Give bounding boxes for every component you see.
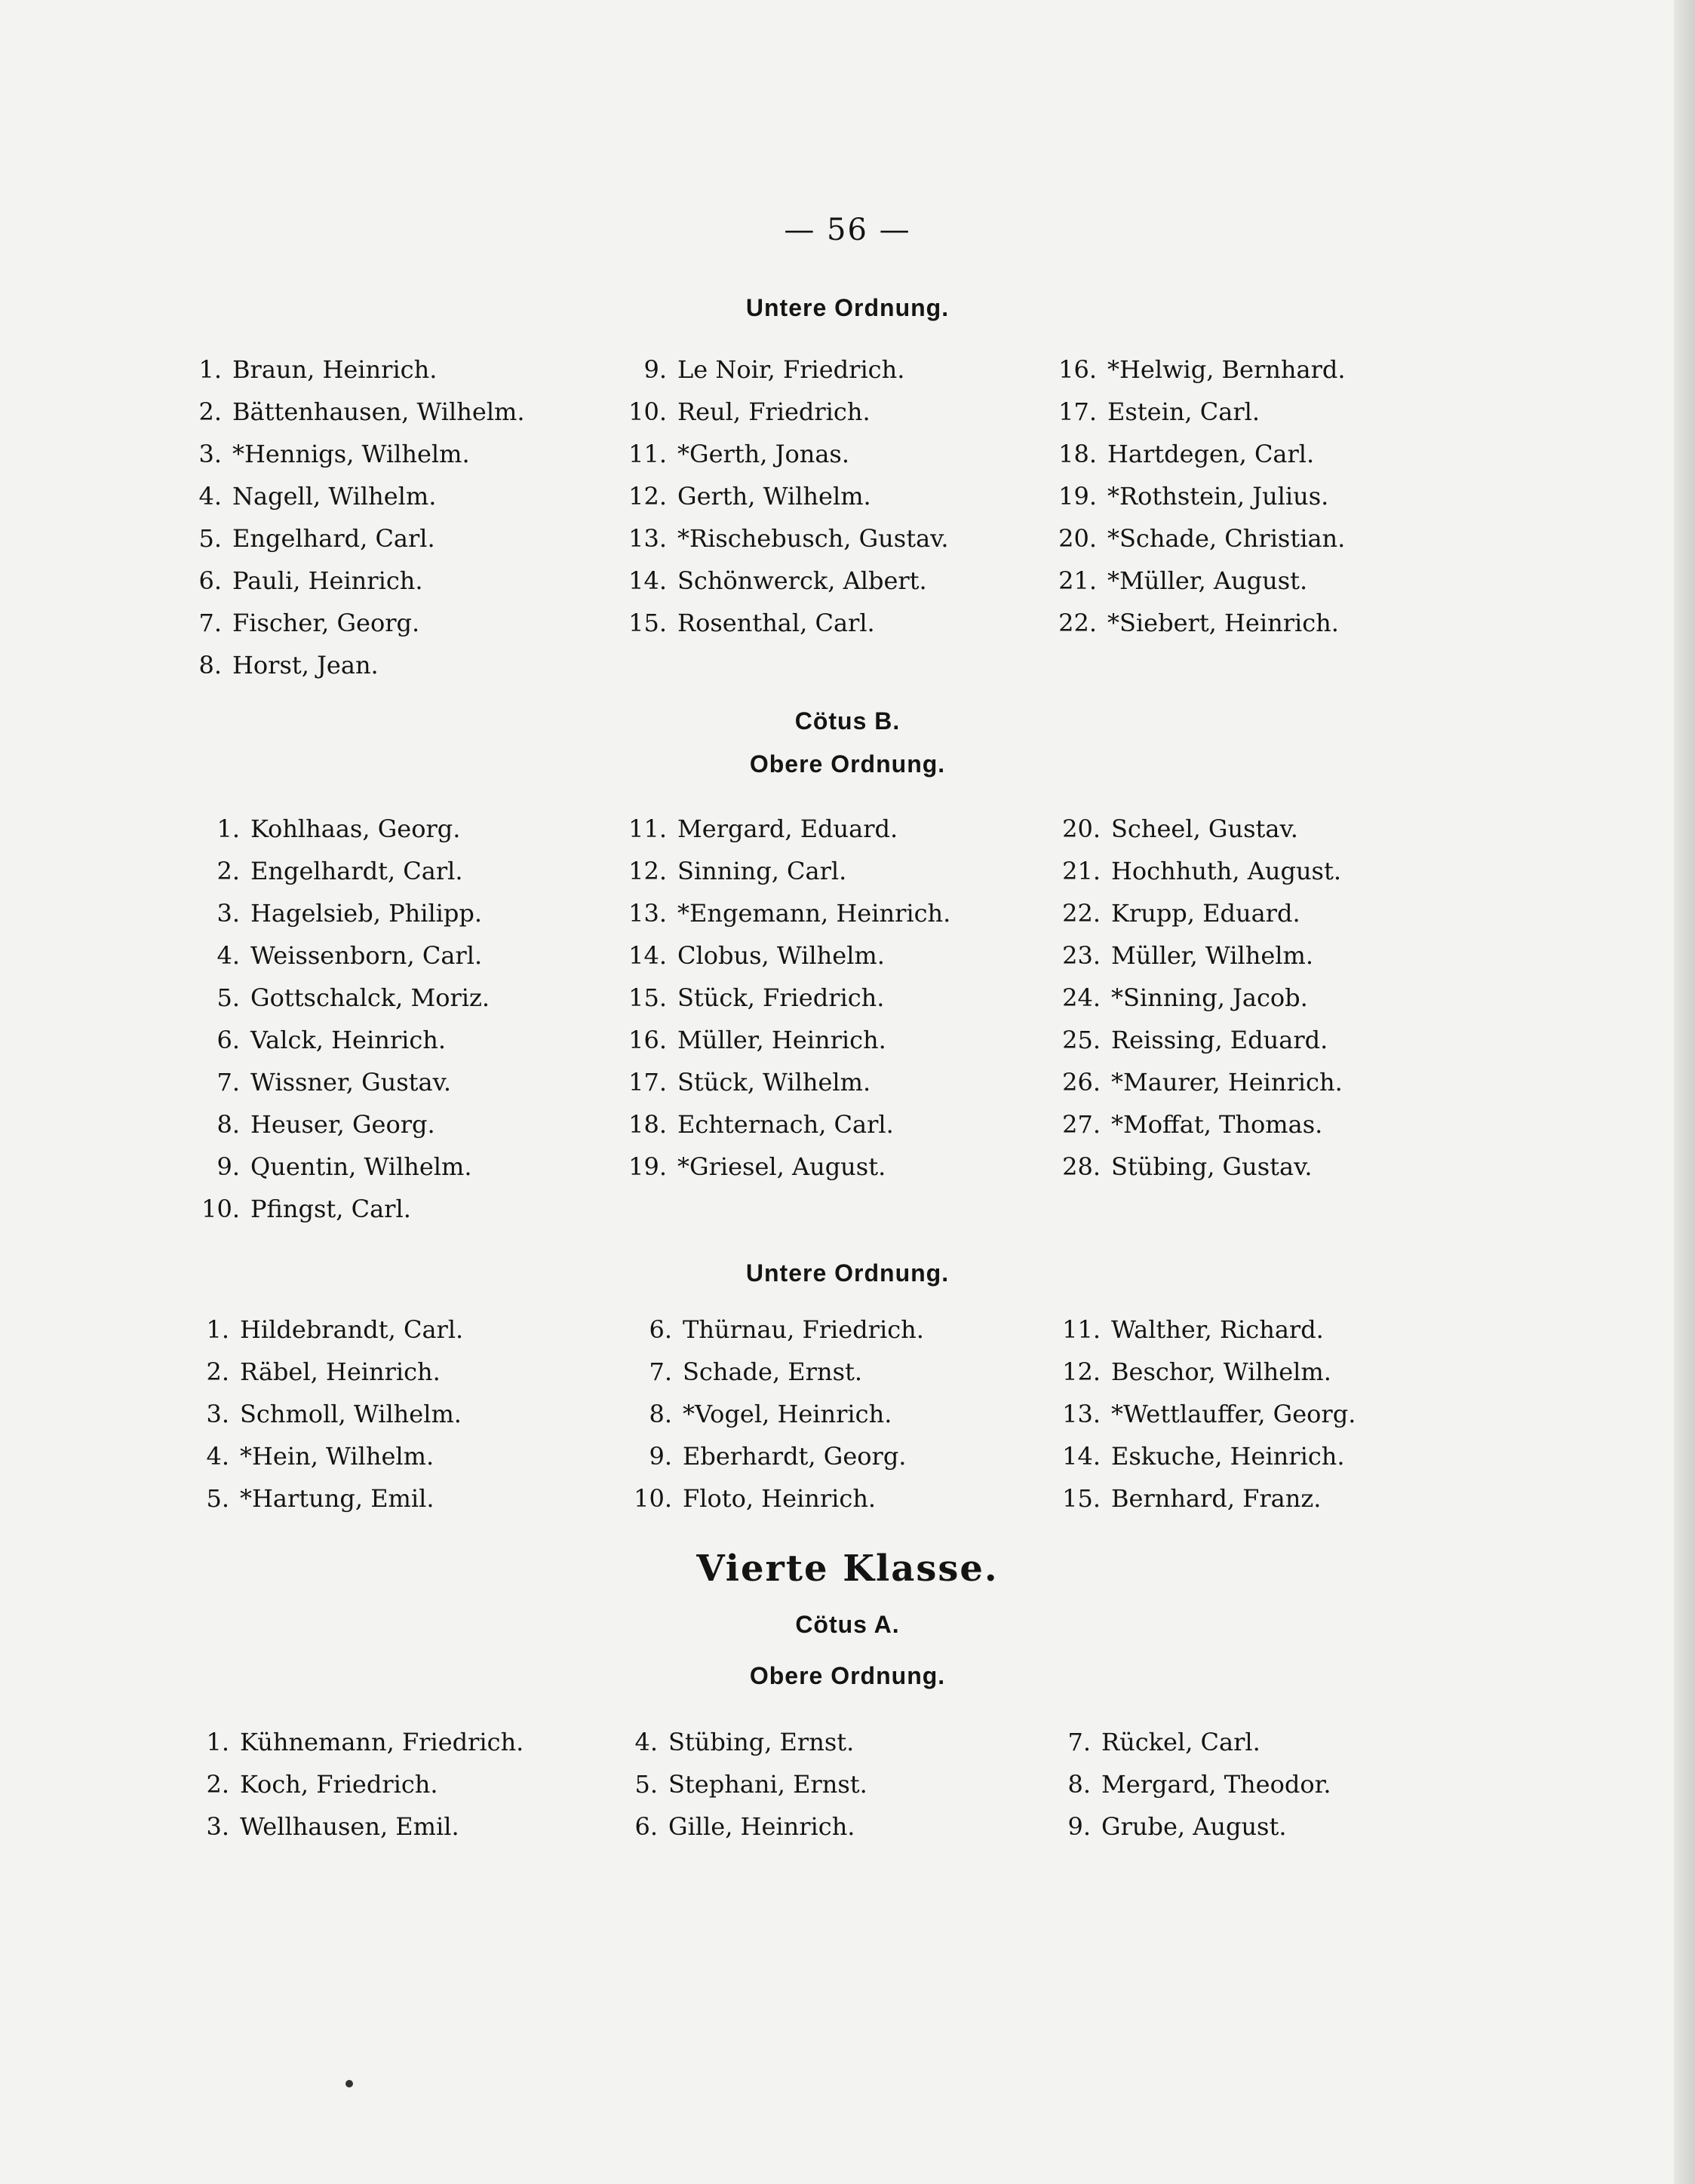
- entry-number: 17.: [1058, 397, 1097, 426]
- list-item: [619, 475, 949, 517]
- entry-name: Räbel, Heinrich.: [240, 1357, 441, 1386]
- entry-name: Gille, Heinrich.: [668, 1812, 855, 1841]
- list-item: [1052, 1061, 1343, 1103]
- entry-number: 5.: [634, 1770, 658, 1799]
- entry-name: *Hein, Wilhelm.: [240, 1442, 434, 1471]
- entry-number: 6.: [634, 1812, 658, 1841]
- list-item: [1052, 850, 1343, 892]
- entry-number: 22.: [1062, 899, 1101, 928]
- entry-number: 3.: [206, 1400, 229, 1428]
- entry-number: 7.: [198, 609, 222, 637]
- entry-name: Kohlhaas, Georg.: [250, 814, 461, 843]
- entry-name: Gottschalck, Moriz.: [250, 983, 490, 1012]
- list-item: [192, 1146, 490, 1188]
- entry-name: *Müller, August.: [1107, 566, 1308, 595]
- list-item: [192, 1188, 490, 1230]
- entry-number: 6.: [198, 566, 222, 595]
- heading-cotus-b: Cötus B.: [794, 707, 901, 735]
- list-item: [192, 808, 490, 850]
- entry-number: 13.: [628, 524, 667, 553]
- entry-number: 13.: [628, 899, 667, 928]
- list-item: [619, 1146, 950, 1188]
- entry-number: 8.: [649, 1400, 672, 1428]
- entry-number: 11.: [1062, 1315, 1101, 1344]
- list-item: [624, 1351, 924, 1393]
- list-item: [173, 348, 525, 391]
- sec1-column-1: [173, 348, 525, 686]
- sec1-column-2: [619, 348, 949, 644]
- entry-name: Bernhard, Franz.: [1111, 1484, 1322, 1513]
- entry-number: 11.: [628, 814, 667, 843]
- entry-name: *Hennigs, Wilhelm.: [232, 440, 470, 468]
- entry-number: 2.: [206, 1770, 229, 1799]
- entry-name: Koch, Friedrich.: [240, 1770, 438, 1799]
- entry-number: 3.: [206, 1812, 229, 1841]
- entry-number: 9.: [216, 1152, 240, 1181]
- entry-number: 9.: [649, 1442, 672, 1471]
- list-item: [173, 602, 525, 644]
- heading-untere-ordnung-1: Untere Ordnung.: [745, 294, 950, 321]
- sec4-column-3: [1042, 1721, 1331, 1848]
- list-item: [1042, 1763, 1331, 1805]
- list-item: [619, 1061, 950, 1103]
- list-item: [610, 1763, 867, 1805]
- entry-name: *Rothstein, Julius.: [1107, 482, 1329, 511]
- entry-name: Sinning, Carl.: [677, 857, 847, 885]
- entry-number: 10.: [634, 1484, 672, 1513]
- sec2-column-3: [1052, 808, 1343, 1188]
- entry-number: 5.: [206, 1484, 229, 1513]
- entry-name: Wissner, Gustav.: [250, 1068, 452, 1097]
- entry-name: Echternach, Carl.: [677, 1110, 894, 1139]
- list-item: [610, 1805, 867, 1848]
- entry-number: 16.: [1058, 355, 1097, 384]
- sec4-column-2: [610, 1721, 867, 1848]
- entry-name: *Sinning, Jacob.: [1111, 983, 1308, 1012]
- list-item: [192, 1019, 490, 1061]
- sec2-column-1: [192, 808, 490, 1230]
- entry-name: *Siebert, Heinrich.: [1107, 609, 1339, 637]
- list-item: [1049, 391, 1346, 433]
- list-item: [181, 1763, 524, 1805]
- entry-number: 4.: [206, 1442, 229, 1471]
- entry-name: Braun, Heinrich.: [232, 355, 438, 384]
- entry-number: 17.: [628, 1068, 667, 1097]
- entry-name: Grube, August.: [1101, 1812, 1287, 1841]
- entry-number: 6.: [216, 1026, 240, 1054]
- list-item: [1049, 517, 1346, 560]
- list-item: [1052, 892, 1343, 934]
- entry-number: 14.: [628, 941, 667, 970]
- sec1-column-3: [1049, 348, 1346, 644]
- list-item: [619, 517, 949, 560]
- entry-number: 2.: [206, 1357, 229, 1386]
- entry-number: 20.: [1058, 524, 1097, 553]
- entry-name: Pauli, Heinrich.: [232, 566, 423, 595]
- sec2-column-2: [619, 808, 950, 1188]
- entry-number: 11.: [628, 440, 667, 468]
- list-item: [1049, 433, 1346, 475]
- list-item: [610, 1721, 867, 1763]
- sec3-column-3: [1052, 1308, 1356, 1520]
- entry-number: 1.: [216, 814, 240, 843]
- list-item: [619, 977, 950, 1019]
- list-item: [624, 1435, 924, 1477]
- list-item: [619, 850, 950, 892]
- entry-name: Nagell, Wilhelm.: [232, 482, 437, 511]
- entry-number: 10.: [628, 397, 667, 426]
- entry-name: Rückel, Carl.: [1101, 1728, 1261, 1756]
- heading-untere-ordnung-2: Untere Ordnung.: [745, 1259, 950, 1287]
- entry-number: 6.: [649, 1315, 672, 1344]
- entry-name: Gerth, Wilhelm.: [677, 482, 871, 511]
- entry-number: 18.: [628, 1110, 667, 1139]
- entry-name: Clobus, Wilhelm.: [677, 941, 885, 970]
- entry-name: Engelhard, Carl.: [232, 524, 435, 553]
- list-item: [619, 934, 950, 977]
- entry-number: 15.: [628, 983, 667, 1012]
- entry-number: 3.: [216, 899, 240, 928]
- heading-obere-ordnung-2: Obere Ordnung.: [749, 1662, 946, 1689]
- entry-name: *Engemann, Heinrich.: [677, 899, 951, 928]
- entry-name: Hagelsieb, Philipp.: [250, 899, 483, 928]
- entry-name: Stübing, Ernst.: [668, 1728, 855, 1756]
- entry-name: Hartdegen, Carl.: [1107, 440, 1315, 468]
- entry-number: 1.: [206, 1315, 229, 1344]
- entry-number: 19.: [628, 1152, 667, 1181]
- entry-name: Mergard, Eduard.: [677, 814, 898, 843]
- entry-name: Pfingst, Carl.: [250, 1195, 411, 1223]
- entry-number: 3.: [198, 440, 222, 468]
- heading-obere-ordnung-1: Obere Ordnung.: [749, 750, 946, 778]
- entry-name: Quentin, Wilhelm.: [250, 1152, 472, 1181]
- entry-name: Eskuche, Heinrich.: [1111, 1442, 1345, 1471]
- entry-number: 2.: [216, 857, 240, 885]
- list-item: [1052, 1435, 1356, 1477]
- entry-name: Engelhardt, Carl.: [250, 857, 463, 885]
- entry-name: Müller, Heinrich.: [677, 1026, 886, 1054]
- entry-name: Fischer, Georg.: [232, 609, 420, 637]
- page-edge-shadow: [1674, 0, 1695, 2184]
- list-item: [619, 391, 949, 433]
- ink-speck: [345, 2080, 353, 2087]
- list-item: [619, 433, 949, 475]
- entry-name: Mergard, Theodor.: [1101, 1770, 1331, 1799]
- list-item: [619, 892, 950, 934]
- list-item: [1049, 475, 1346, 517]
- entry-number: 4.: [634, 1728, 658, 1756]
- entry-number: 21.: [1058, 566, 1097, 595]
- sec3-column-2: [624, 1308, 924, 1520]
- entry-name: Müller, Wilhelm.: [1111, 941, 1313, 970]
- entry-name: Thürnau, Friedrich.: [683, 1315, 924, 1344]
- entry-name: *Rischebusch, Gustav.: [677, 524, 949, 553]
- entry-number: 14.: [628, 566, 667, 595]
- entry-number: 9.: [643, 355, 667, 384]
- list-item: [1052, 1393, 1356, 1435]
- entry-name: Le Noir, Friedrich.: [677, 355, 905, 384]
- entry-name: Horst, Jean.: [232, 651, 379, 679]
- list-item: [181, 1805, 524, 1848]
- entry-name: *Moffat, Thomas.: [1111, 1110, 1323, 1139]
- entry-number: 10.: [201, 1195, 240, 1223]
- entry-name: *Gerth, Jonas.: [677, 440, 849, 468]
- list-item: [181, 1308, 463, 1351]
- list-item: [173, 475, 525, 517]
- heading-vierte-klasse: Vierte Klasse.: [696, 1548, 999, 1590]
- list-item: [1042, 1721, 1331, 1763]
- entry-number: 28.: [1062, 1152, 1101, 1181]
- list-item: [192, 850, 490, 892]
- list-item: [181, 1393, 463, 1435]
- entry-number: 4.: [198, 482, 222, 511]
- list-item: [1049, 560, 1346, 602]
- list-item: [1042, 1805, 1331, 1848]
- list-item: [619, 560, 949, 602]
- page-number: — 56 —: [784, 213, 911, 247]
- list-item: [181, 1721, 524, 1763]
- list-item: [619, 602, 949, 644]
- entry-name: Wellhausen, Emil.: [240, 1812, 459, 1841]
- entry-name: Schmoll, Wilhelm.: [240, 1400, 462, 1428]
- entry-name: *Hartung, Emil.: [240, 1484, 434, 1513]
- entry-name: Stück, Friedrich.: [677, 983, 885, 1012]
- list-item: [619, 1019, 950, 1061]
- list-item: [173, 517, 525, 560]
- entry-number: 23.: [1062, 941, 1101, 970]
- entry-number: 2.: [198, 397, 222, 426]
- list-item: [1052, 934, 1343, 977]
- list-item: [1052, 1308, 1356, 1351]
- list-item: [181, 1435, 463, 1477]
- entry-name: Schade, Ernst.: [683, 1357, 863, 1386]
- entry-name: Stück, Wilhelm.: [677, 1068, 871, 1097]
- entry-number: 24.: [1062, 983, 1101, 1012]
- entry-number: 27.: [1062, 1110, 1101, 1139]
- entry-name: Kühnemann, Friedrich.: [240, 1728, 524, 1756]
- sec4-column-1: [181, 1721, 524, 1848]
- list-item: [173, 433, 525, 475]
- entry-name: Hildebrandt, Carl.: [240, 1315, 464, 1344]
- entry-number: 1.: [206, 1728, 229, 1756]
- entry-name: *Griesel, August.: [677, 1152, 886, 1181]
- entry-name: *Helwig, Bernhard.: [1107, 355, 1346, 384]
- entry-name: *Maurer, Heinrich.: [1111, 1068, 1343, 1097]
- entry-number: 16.: [628, 1026, 667, 1054]
- list-item: [192, 934, 490, 977]
- entry-number: 7.: [1067, 1728, 1091, 1756]
- list-item: [192, 892, 490, 934]
- entry-number: 5.: [198, 524, 222, 553]
- list-item: [1052, 1019, 1343, 1061]
- list-item: [173, 391, 525, 433]
- entry-name: Reul, Friedrich.: [677, 397, 871, 426]
- entry-number: 18.: [1058, 440, 1097, 468]
- entry-number: 9.: [1067, 1812, 1091, 1841]
- entry-number: 8.: [1067, 1770, 1091, 1799]
- list-item: [619, 1103, 950, 1146]
- entry-name: Reissing, Eduard.: [1111, 1026, 1328, 1054]
- entry-number: 15.: [628, 609, 667, 637]
- list-item: [192, 1061, 490, 1103]
- entry-name: *Wettlauffer, Georg.: [1111, 1400, 1356, 1428]
- entry-number: 1.: [198, 355, 222, 384]
- list-item: [619, 808, 950, 850]
- list-item: [619, 348, 949, 391]
- entry-number: 25.: [1062, 1026, 1101, 1054]
- list-item: [624, 1477, 924, 1520]
- entry-number: 19.: [1058, 482, 1097, 511]
- entry-name: Floto, Heinrich.: [683, 1484, 877, 1513]
- entry-number: 7.: [216, 1068, 240, 1097]
- list-item: [192, 977, 490, 1019]
- entry-name: Krupp, Eduard.: [1111, 899, 1300, 928]
- entry-number: 15.: [1062, 1484, 1101, 1513]
- entry-number: 12.: [628, 857, 667, 885]
- entry-number: 21.: [1062, 857, 1101, 885]
- list-item: [181, 1351, 463, 1393]
- entry-name: Schönwerck, Albert.: [677, 566, 927, 595]
- entry-number: 13.: [1062, 1400, 1101, 1428]
- entry-name: Estein, Carl.: [1107, 397, 1261, 426]
- entry-name: Rosenthal, Carl.: [677, 609, 875, 637]
- list-item: [624, 1393, 924, 1435]
- entry-name: Stephani, Ernst.: [668, 1770, 867, 1799]
- entry-number: 14.: [1062, 1442, 1101, 1471]
- entry-name: Weissenborn, Carl.: [250, 941, 483, 970]
- list-item: [1052, 977, 1343, 1019]
- heading-cotus-a: Cötus A.: [795, 1611, 900, 1638]
- entry-name: Heuser, Georg.: [250, 1110, 435, 1139]
- entry-number: 5.: [216, 983, 240, 1012]
- entry-name: Bättenhausen, Wilhelm.: [232, 397, 525, 426]
- sec3-column-1: [181, 1308, 463, 1520]
- entry-name: Valck, Heinrich.: [250, 1026, 447, 1054]
- list-item: [1052, 808, 1343, 850]
- list-item: [1052, 1351, 1356, 1393]
- entry-name: Beschor, Wilhelm.: [1111, 1357, 1331, 1386]
- entry-number: 8.: [216, 1110, 240, 1139]
- entry-name: Eberhardt, Georg.: [683, 1442, 907, 1471]
- entry-name: Walther, Richard.: [1111, 1315, 1324, 1344]
- entry-name: *Vogel, Heinrich.: [683, 1400, 892, 1428]
- entry-number: 12.: [1062, 1357, 1101, 1386]
- entry-number: 26.: [1062, 1068, 1101, 1097]
- list-item: [1052, 1477, 1356, 1520]
- entry-number: 22.: [1058, 609, 1097, 637]
- entry-number: 20.: [1062, 814, 1101, 843]
- list-item: [181, 1477, 463, 1520]
- entry-name: *Schade, Christian.: [1107, 524, 1346, 553]
- entry-name: Stübing, Gustav.: [1111, 1152, 1313, 1181]
- list-item: [1049, 602, 1346, 644]
- list-item: [1049, 348, 1346, 391]
- list-item: [192, 1103, 490, 1146]
- entry-number: 4.: [216, 941, 240, 970]
- list-item: [624, 1308, 924, 1351]
- entry-number: 8.: [198, 651, 222, 679]
- list-item: [173, 644, 525, 686]
- list-item: [1052, 1146, 1343, 1188]
- entry-number: 7.: [649, 1357, 672, 1386]
- entry-number: 12.: [628, 482, 667, 511]
- list-item: [173, 560, 525, 602]
- entry-name: Scheel, Gustav.: [1111, 814, 1298, 843]
- entry-name: Hochhuth, August.: [1111, 857, 1341, 885]
- list-item: [1052, 1103, 1343, 1146]
